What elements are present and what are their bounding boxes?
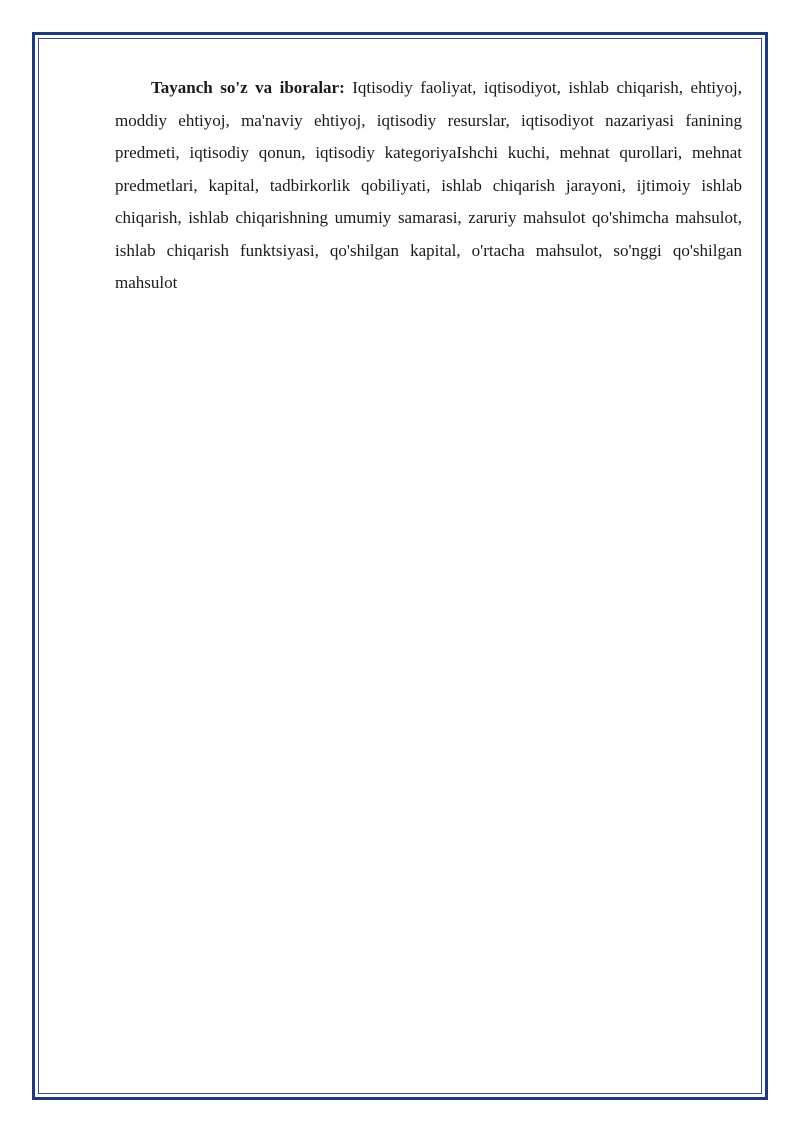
- key-terms-label: Tayanch so'z va iboralar:: [151, 78, 345, 97]
- key-terms-list: Iqtisodiy faoliyat, iqtisodiyot, ishlab chiqarish, ehtiyoj, moddiy ehtiyoj, ma'naviy ehtiyoj, iqtisodiy resurslar, iqtisodiyot nazariyasi fanining predmeti, iqtisodiy qonun, iqtisodiy kategoriyaIshchi kuchi, mehnat qurollari, mehnat predmetlari, kapital, tadbirkorlik qobiliyati, ishlab chiqarish jarayoni, ijtimoiy ishlab chiqarish, ishlab chiqarishning umumiy samarasi, zaruriy mahsulot qo'shimcha mahsulot, ishlab chiqarish funktsiyasi, qo'shilgan kapital, o'rtacha mahsulot, so'nggi qo'shilgan mahsulot: [115, 78, 742, 292]
- key-terms-paragraph: [115, 72, 742, 300]
